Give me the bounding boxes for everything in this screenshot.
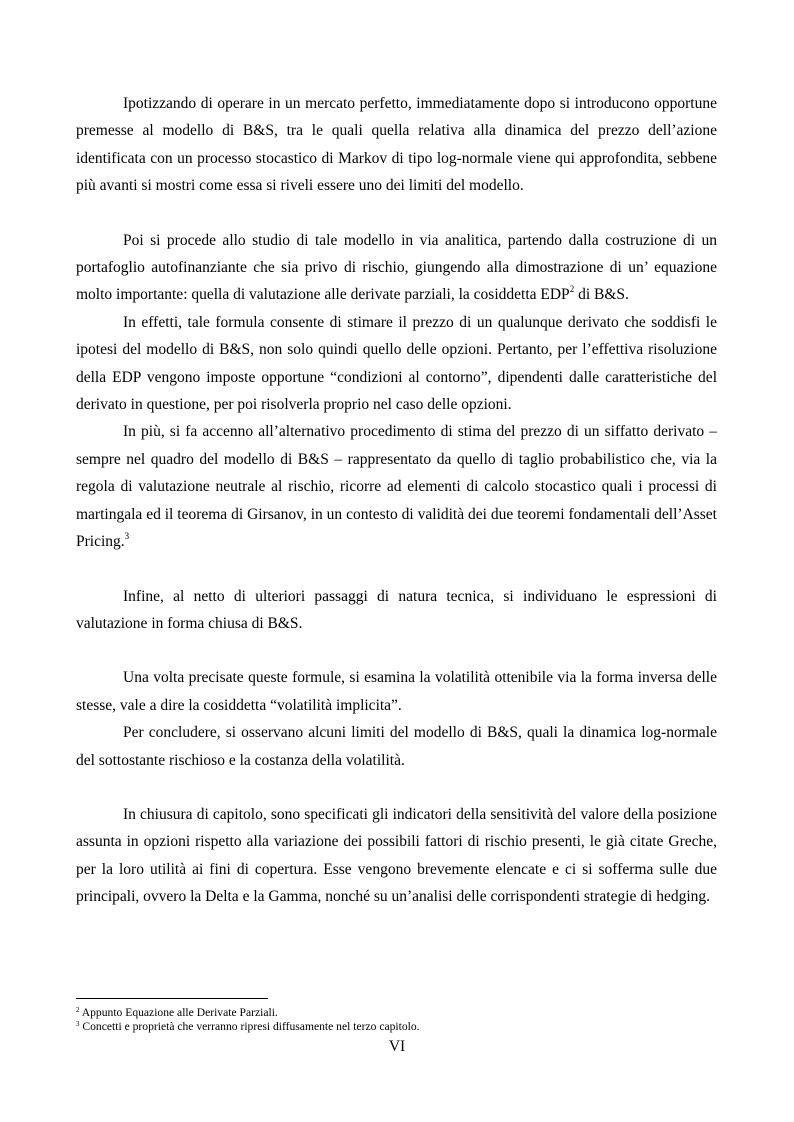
- paragraph-analytic-study-text: Poi si procede allo studio di tale modello in via analitica, partendo dalla costruzione di un portafoglio autofinanziante che sia privo di rischio, giungendo alla dimostrazione di un’ equazione molto importante: quella di valutazione alle derivate parziali, la cosiddetta EDP: [76, 231, 717, 304]
- paragraph-probabilistic-approach-text: In più, si fa accenno all’alternativo procedimento di stima del prezzo di un siffatto derivato – sempre nel quadro del modello di B&S – rappresentato da quello di taglio probabilistico che, via la regola di valutazione neutrale al rischio, ricorre ad elementi di calcolo stocastico quali i processi di martingala ed il teorema di Girsanov, in un contesto di validità dei due teoremi fondamentali dell’Asset Pricing.: [76, 423, 717, 551]
- footnotes: [76, 1006, 717, 1034]
- paragraph-gap: [76, 556, 717, 583]
- footnote-number: 2: [76, 1006, 80, 1014]
- paragraph-greeks: In chiusura di capitolo, sono specificati gli indicatori della sensitività del valore della posizione assunta in opzioni rispetto alla variazione dei possibili fattori di rischio presenti, le già citate Greche, per la loro utilità ai fini di copertura. Esse vengono brevemente elencate e ci si sofferma sulle due principali, ovvero la Delta e la Gamma, nonché su un’analisi delle corrispondenti strategie di hedging.: [76, 805, 717, 906]
- footnote-2: [76, 1006, 717, 1020]
- paragraph-analytic-study: [76, 227, 717, 309]
- paragraph-model-limits: Per concludere, si osservano alcuni limiti del modello di B&S, quali la dinamica log-normale del sottostante rischioso e la costanza della volatilità.: [76, 724, 717, 769]
- paragraph-closed-form: Infine, al netto di ulteriori passaggi di natura tecnica, si individuano le espressioni di valutazione in forma chiusa di B&S.: [76, 587, 717, 632]
- footnote-text: Concetti e proprietà che verranno ripresi diffusamente nel terzo capitolo.: [79, 1020, 420, 1033]
- footnote-ref-2[interactable]: 2: [569, 284, 575, 295]
- footnote-separator: [76, 998, 268, 999]
- paragraph-market-assumptions: Ipotizzando di operare in un mercato perfetto, immediatamente dopo si introducono opportune premesse al modello di B&S, tra le quali quella relativa alla dinamica del prezzo dell’azione identificata con un processo stocastico di Markov di tipo log-normale viene qui approfondita, sebbene più avanti si mostri come essa si riveli essere uno dei limiti del modello.: [76, 95, 717, 195]
- footnote-text: Appunto Equazione alle Derivate Parziali.: [79, 1006, 278, 1019]
- paragraph-analytic-study-tail: di B&S.: [574, 286, 629, 304]
- page-number: VI: [388, 1038, 406, 1055]
- body-text: [76, 90, 717, 911]
- footnote-number: 3: [76, 1020, 80, 1028]
- footnote-3: [76, 1020, 717, 1034]
- paragraph-gap: [76, 637, 717, 664]
- paragraph-gap: [76, 200, 717, 227]
- paragraph-gap: [76, 774, 717, 801]
- paragraph-probabilistic-approach: [76, 418, 717, 555]
- paragraph-formula-pricing: In effetti, tale formula consente di stimare il prezzo di un qualunque derivato che soddisfi le ipotesi del modello di B&S, non solo quindi quello delle opzioni. Pertanto, per l’effettiva risoluzione della EDP vengono imposte opportune “condizioni al contorno”, dipendenti dalle caratteristiche del derivato in questione, per poi risolverla proprio nel caso delle opzioni.: [76, 313, 717, 414]
- footnote-ref-3[interactable]: 3: [124, 531, 130, 542]
- paragraph-implied-volatility: Una volta precisate queste formule, si esamina la volatilità ottenibile via la forma inversa delle stesse, vale a dire la cosiddetta “volatilità implicita”.: [76, 669, 717, 714]
